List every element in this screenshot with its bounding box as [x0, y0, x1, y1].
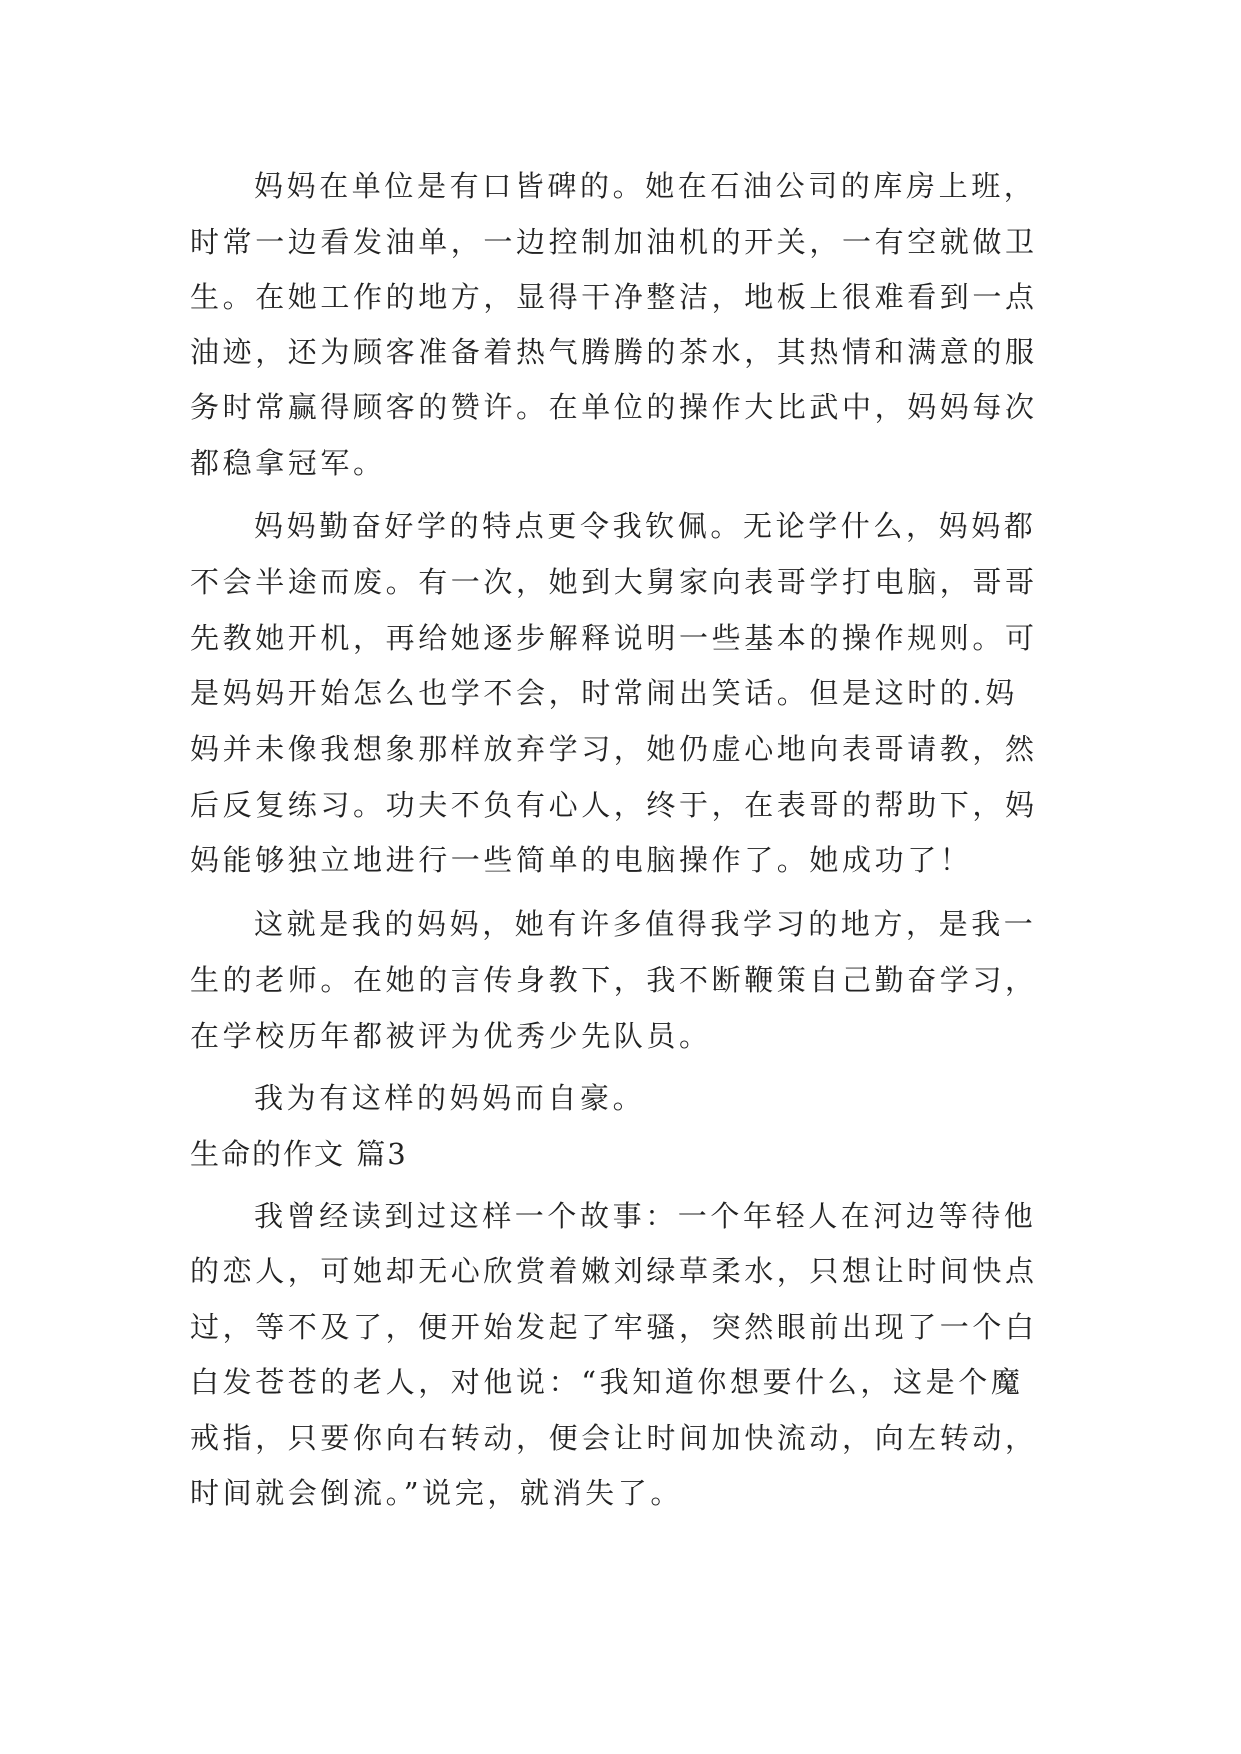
paragraph-line: 的恋人，可她却无心欣赏着嫩刘绿草柔水，只想让时间快点 — [190, 1254, 1038, 1288]
paragraph-line: 妈并未像我想象那样放弃学习，她仍虚心地向表哥请教，然 — [190, 732, 1038, 766]
paragraph-line: 生。在她工作的地方，显得干净整洁，地板上很难看到一点 — [190, 280, 1038, 314]
paragraph-line: 油迹，还为顾客准备着热气腾腾的茶水，其热情和满意的服 — [190, 335, 1038, 369]
section-heading: 生命的作文 篇3 — [190, 1137, 408, 1171]
paragraph-line: 务时常赢得顾客的赞许。在单位的操作大比武中，妈妈每次 — [190, 390, 1038, 424]
paragraph-line: 妈妈勤奋好学的特点更令我钦佩。无论学什么，妈妈都 — [254, 509, 1037, 543]
paragraph-line: 时常一边看发油单，一边控制加油机的开关，一有空就做卫 — [190, 225, 1038, 259]
paragraph-line: 妈妈在单位是有口皆碑的。她在石油公司的库房上班， — [254, 169, 1037, 203]
paragraph-line: 妈能够独立地进行一些简单的电脑操作了。她成功了！ — [190, 843, 973, 877]
paragraph-line: 戒指，只要你向右转动，便会让时间加快流动，向左转动， — [190, 1421, 1038, 1455]
paragraph-line: 生的老师。在她的言传身教下，我不断鞭策自己勤奋学习， — [190, 963, 1038, 997]
paragraph-line: 都稳拿冠军。 — [190, 446, 386, 480]
paragraph-line: 不会半途而废。有一次，她到大舅家向表哥学打电脑，哥哥 — [190, 565, 1038, 599]
paragraph-line: 后反复练习。功夫不负有心人，终于，在表哥的帮助下，妈 — [190, 788, 1038, 822]
paragraph-line: 在学校历年都被评为优秀少先队员。 — [190, 1019, 712, 1053]
paragraph-line: 我曾经读到过这样一个故事：一个年轻人在河边等待他 — [254, 1199, 1037, 1233]
paragraph-line: 我为有这样的妈妈而自豪。 — [254, 1081, 646, 1115]
paragraph-line: 是妈妈开始怎么也学不会，时常闹出笑话。但是这时的.妈 — [190, 676, 1018, 710]
paragraph-line: 过，等不及了，便开始发起了牢骚，突然眼前出现了一个白 — [190, 1310, 1038, 1344]
paragraph-line: 白发苍苍的老人，对他说：“我知道你想要什么，这是个魔 — [190, 1365, 1024, 1399]
paragraph-line: 这就是我的妈妈，她有许多值得我学习的地方，是我一 — [254, 907, 1037, 941]
paragraph-line: 时间就会倒流。”说完，就消失了。 — [190, 1476, 683, 1510]
paragraph-line: 先教她开机，再给她逐步解释说明一些基本的操作规则。可 — [190, 621, 1038, 655]
